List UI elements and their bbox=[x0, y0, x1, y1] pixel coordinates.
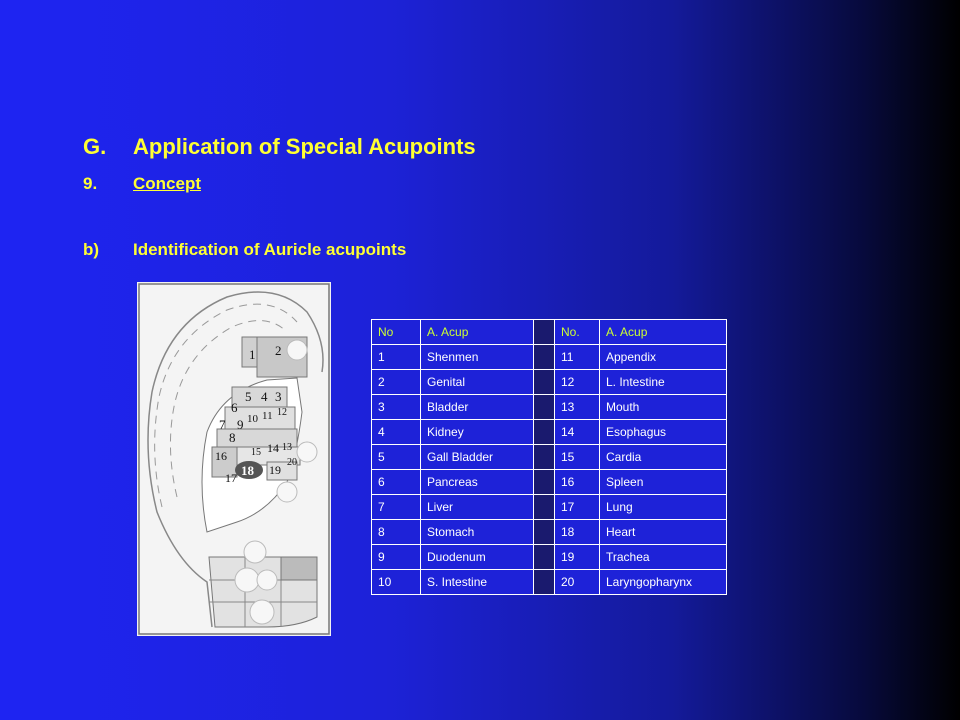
ear-label: 2 bbox=[275, 343, 282, 358]
heading-letter: G. bbox=[83, 134, 107, 159]
cell-acup: Pancreas bbox=[421, 470, 534, 495]
cell-no: 1 bbox=[372, 345, 421, 370]
subsection-title: Identification of Auricle acupoints bbox=[133, 240, 407, 259]
cell-no: 10 bbox=[372, 570, 421, 595]
slide-heading bbox=[83, 134, 476, 160]
cell-acup: Esophagus bbox=[600, 420, 727, 445]
subsection-heading bbox=[83, 240, 406, 260]
cell-no: 5 bbox=[372, 445, 421, 470]
cell-no: 19 bbox=[555, 545, 600, 570]
ear-label: 20 bbox=[287, 457, 297, 468]
column-divider bbox=[534, 370, 555, 395]
cell-no: 8 bbox=[372, 520, 421, 545]
cell-acup: Lung bbox=[600, 495, 727, 520]
table-row bbox=[372, 370, 727, 395]
ear-label: 4 bbox=[261, 389, 268, 404]
ear-label: 8 bbox=[229, 430, 236, 445]
cell-acup: Laryngopharynx bbox=[600, 570, 727, 595]
cell-acup: Genital bbox=[421, 370, 534, 395]
ear-label: 11 bbox=[262, 410, 273, 422]
ear-diagram bbox=[137, 282, 331, 636]
cell-no: 4 bbox=[372, 420, 421, 445]
cell-acup: Gall Bladder bbox=[421, 445, 534, 470]
cell-acup: Appendix bbox=[600, 345, 727, 370]
cell-acup: S. Intestine bbox=[421, 570, 534, 595]
cell-acup: Duodenum bbox=[421, 545, 534, 570]
table-row bbox=[372, 445, 727, 470]
cell-no: 3 bbox=[372, 395, 421, 420]
cell-no: 15 bbox=[555, 445, 600, 470]
table-row bbox=[372, 395, 727, 420]
ear-label: 19 bbox=[269, 463, 281, 477]
cell-no: 9 bbox=[372, 545, 421, 570]
table-row bbox=[372, 345, 727, 370]
column-divider bbox=[534, 420, 555, 445]
col-header-no: No bbox=[372, 320, 421, 345]
ear-label: 9 bbox=[237, 417, 244, 432]
column-divider bbox=[534, 470, 555, 495]
cell-no: 14 bbox=[555, 420, 600, 445]
column-divider bbox=[534, 345, 555, 370]
cell-no: 12 bbox=[555, 370, 600, 395]
cell-acup: Kidney bbox=[421, 420, 534, 445]
cell-no: 20 bbox=[555, 570, 600, 595]
acupoints-table bbox=[371, 319, 727, 595]
cell-no: 16 bbox=[555, 470, 600, 495]
ear-label: 16 bbox=[215, 449, 227, 463]
ear-label: 3 bbox=[275, 389, 282, 404]
table-row bbox=[372, 545, 727, 570]
column-divider bbox=[534, 545, 555, 570]
cell-acup: Cardia bbox=[600, 445, 727, 470]
cell-no: 2 bbox=[372, 370, 421, 395]
table-row bbox=[372, 520, 727, 545]
cell-no: 17 bbox=[555, 495, 600, 520]
cell-no: 18 bbox=[555, 520, 600, 545]
col-header-no-2: No. bbox=[555, 320, 600, 345]
ear-label: 1 bbox=[249, 347, 256, 362]
ear-label: 14 bbox=[267, 441, 279, 455]
cell-acup: Liver bbox=[421, 495, 534, 520]
cell-acup: Mouth bbox=[600, 395, 727, 420]
heading-title: Application of Special Acupoints bbox=[133, 134, 476, 159]
table-header-row bbox=[372, 320, 727, 345]
cell-acup: L. Intestine bbox=[600, 370, 727, 395]
cell-no: 13 bbox=[555, 395, 600, 420]
ear-label: 10 bbox=[247, 413, 258, 425]
cell-no: 7 bbox=[372, 495, 421, 520]
cell-no: 11 bbox=[555, 345, 600, 370]
col-header-acup-2: A. Acup bbox=[600, 320, 727, 345]
ear-label: 6 bbox=[231, 400, 238, 415]
cell-acup: Shenmen bbox=[421, 345, 534, 370]
section-number: 9. bbox=[83, 174, 98, 193]
cell-acup: Trachea bbox=[600, 545, 727, 570]
column-divider bbox=[534, 395, 555, 420]
ear-label: 15 bbox=[251, 447, 261, 458]
cell-acup: Spleen bbox=[600, 470, 727, 495]
column-divider bbox=[534, 570, 555, 595]
column-divider bbox=[534, 520, 555, 545]
col-header-acup: A. Acup bbox=[421, 320, 534, 345]
cell-acup: Heart bbox=[600, 520, 727, 545]
section-title: Concept bbox=[133, 174, 201, 193]
subsection-letter: b) bbox=[83, 240, 100, 259]
column-divider bbox=[534, 445, 555, 470]
column-divider bbox=[534, 495, 555, 520]
cell-acup: Stomach bbox=[421, 520, 534, 545]
table-row bbox=[372, 570, 727, 595]
cell-no: 6 bbox=[372, 470, 421, 495]
ear-label: 5 bbox=[245, 389, 252, 404]
column-divider bbox=[534, 320, 555, 345]
table-row bbox=[372, 470, 727, 495]
table-row bbox=[372, 420, 727, 445]
ear-illustration bbox=[137, 282, 331, 636]
ear-label: 13 bbox=[282, 442, 292, 453]
cell-acup: Bladder bbox=[421, 395, 534, 420]
ear-label: 12 bbox=[277, 407, 287, 418]
ear-label: 18 bbox=[241, 463, 254, 478]
ear-label: 17 bbox=[225, 471, 237, 485]
section-heading bbox=[83, 174, 201, 194]
ear-label: 7 bbox=[219, 417, 226, 432]
table-row bbox=[372, 495, 727, 520]
